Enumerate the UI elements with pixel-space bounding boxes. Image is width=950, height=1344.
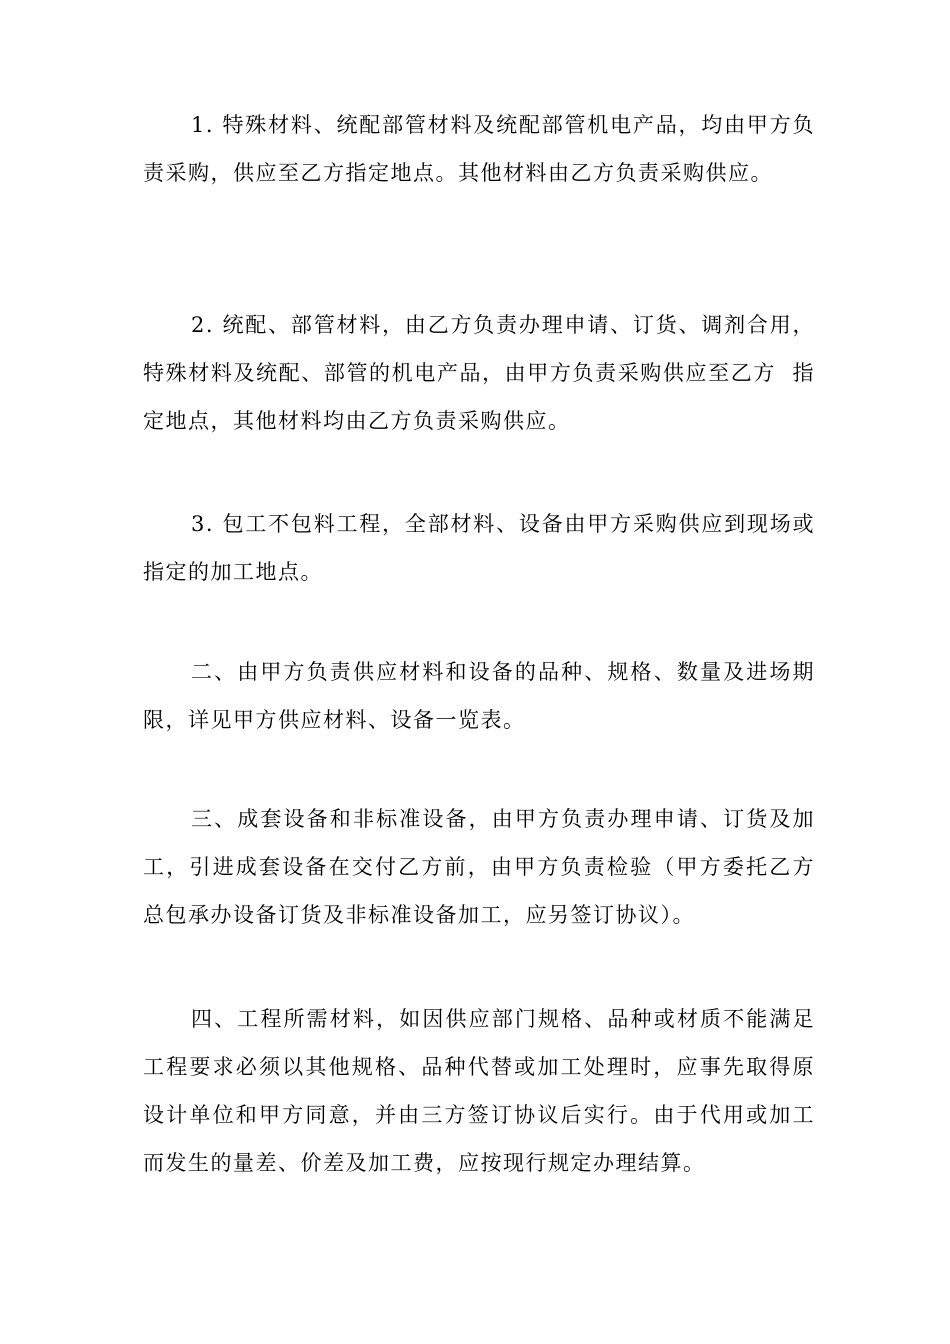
paragraph-2: 2. 统配、部管材料，由乙方负责办理申请、订货、调剂合用， 特殊材料及统配、部管的机电产品，由甲方负责采购供应至乙方 指定地点，其他材料均由乙方负责采购供应。 <box>143 313 832 433</box>
paragraph-6: 四、工程所需材料，如因供应部门规格、品种或材质不能满足工程要求必须以其他规格、品种代替或加工处理时，应事先取得原设计单位和甲方同意，并由三方签订协议后实行。由于代用或加工而发生的量差、价差及加工费，应按现行规定办理结算。 <box>143 1007 815 1175</box>
paragraph-1: 1. 特殊材料、统配部管材料及统配部管机电产品，均由甲方负责采购，供应至乙方指定地点。其他材料由乙方负责采购供应。 <box>143 113 815 185</box>
paragraph-5: 三、成套设备和非标准设备，由甲方负责办理申请、订货及加工，引进成套设备在交付乙方前，由甲方负责检验（甲方委托乙方总包承办设备订货及非标准设备加工，应另签订协议）。 <box>143 807 815 927</box>
paragraph-4: 二、由甲方负责供应材料和设备的品种、规格、数量及进场期限，详见甲方供应材料、设备一览表。 <box>143 660 815 732</box>
paragraph-3: 3. 包工不包料工程，全部材料、设备由甲方采购供应到现场或指定的加工地点。 <box>143 512 815 584</box>
